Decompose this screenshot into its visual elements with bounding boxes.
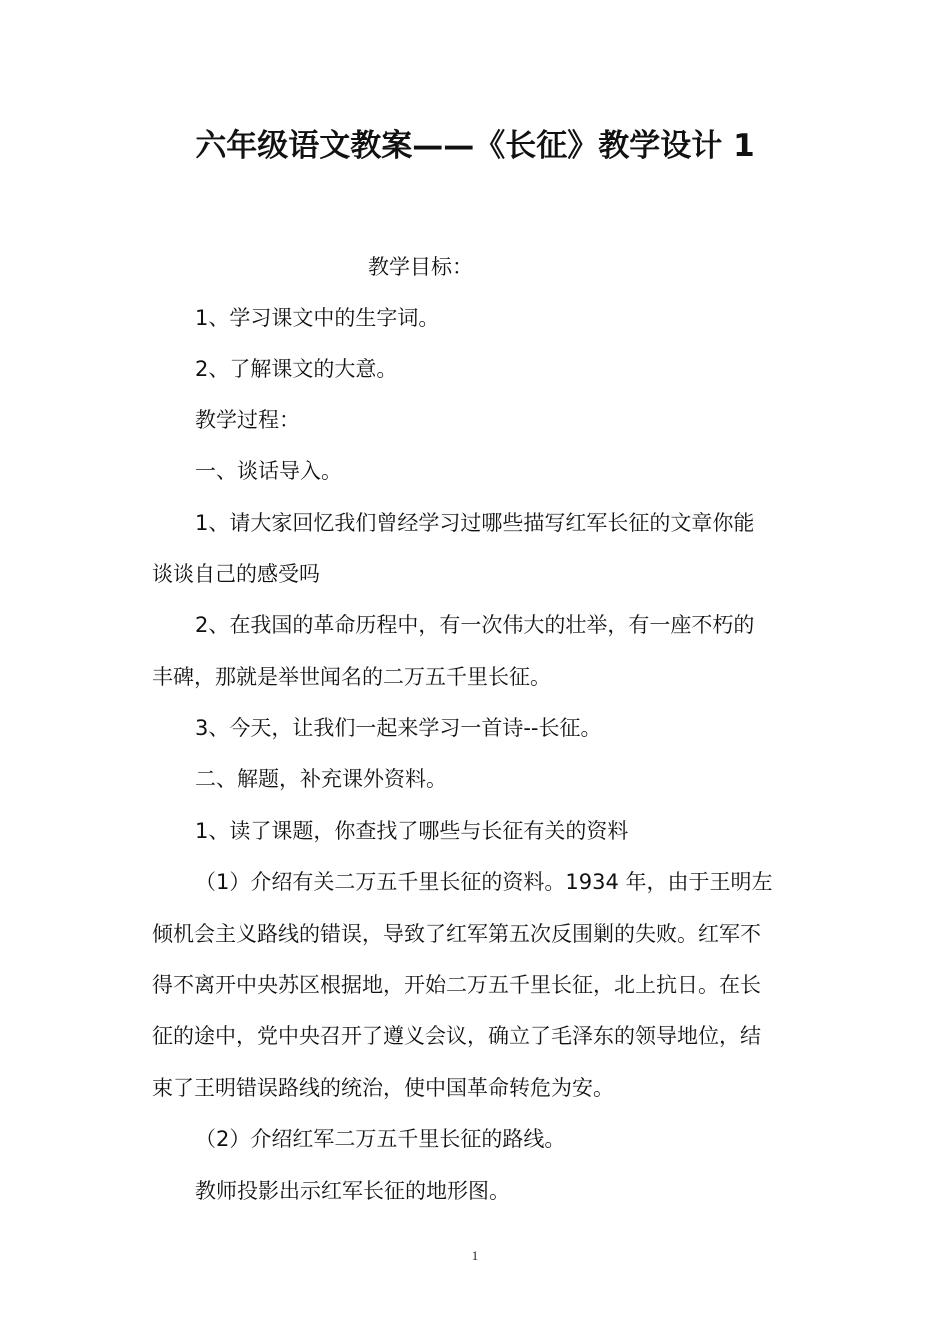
page-number: 1 [471, 1248, 479, 1263]
section-2-sub-2-note: 教师投影出示红军长征的地形图。 [195, 1179, 510, 1203]
section-2-sub-2: （2）介绍红军二万五千里长征的路线。 [195, 1127, 566, 1151]
goal-item-1: 1、学习课文中的生字词。 [195, 306, 440, 330]
section-2-sub-1-line-3: 得不离开中央苏区根据地，开始二万五千里长征，北上抗日。在长 [152, 973, 761, 997]
section-1-item-1-line-2: 谈谈自己的感受吗 [152, 562, 320, 586]
section-2-sub-1-line-2: 倾机会主义路线的错误，导致了红军第五次反围剿的失败。红军不 [152, 922, 761, 946]
process-heading: 教学过程： [195, 408, 300, 432]
section-2-item-1: 1、读了课题，你查找了哪些与长征有关的资料 [195, 819, 629, 843]
document-title: 六年级语文教案——《长征》教学设计 1 [195, 128, 755, 164]
section-1-item-2-line-1: 2、在我国的革命历程中，有一次伟大的壮举，有一座不朽的 [195, 613, 755, 637]
section-2-sub-1-line-5: 束了王明错误路线的统治，使中国革命转危为安。 [152, 1076, 614, 1100]
section-2-heading: 二、解题，补充课外资料。 [195, 767, 447, 791]
section-1-item-1-line-1: 1、请大家回忆我们曾经学习过哪些描写红军长征的文章你能 [195, 511, 755, 535]
goal-item-2: 2、了解课文的大意。 [195, 357, 398, 381]
goals-heading: 教学目标： [368, 255, 473, 279]
section-2-sub-1-line-4: 征的途中，党中央召开了遵义会议，确立了毛泽东的领导地位，结 [152, 1024, 761, 1048]
section-1-heading: 一、谈话导入。 [195, 459, 342, 483]
section-1-item-2-line-2: 丰碑，那就是举世闻名的二万五千里长征。 [152, 665, 551, 689]
section-1-item-3: 3、今天，让我们一起来学习一首诗--长征。 [195, 716, 602, 740]
section-2-sub-1-line-1: （1）介绍有关二万五千里长征的资料。1934 年，由于王明左 [195, 870, 773, 894]
